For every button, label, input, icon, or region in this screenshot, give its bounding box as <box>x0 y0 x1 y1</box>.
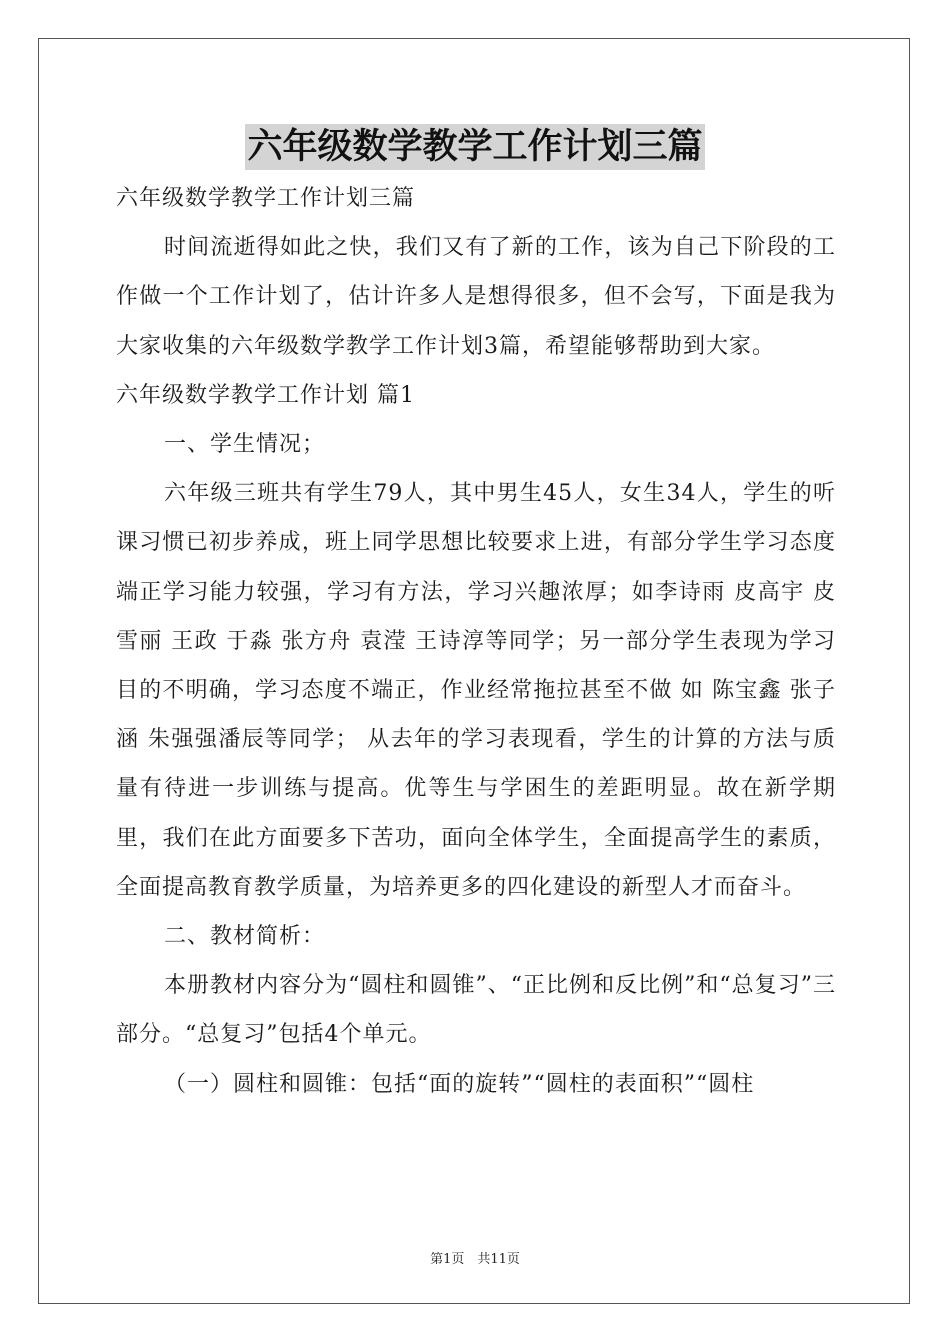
heading-textbook-analysis: 二、教材简析： <box>164 924 326 950</box>
section-heading-plan-1: 六年级数学教学工作计划 篇1 <box>116 382 415 408</box>
document-title: 六年级数学教学工作计划三篇 <box>245 124 704 170</box>
subtitle-line: 六年级数学教学工作计划三篇 <box>116 186 416 211</box>
heading-student-situation: 一、学生情况； <box>164 432 326 458</box>
page-footer: 第1页 共11页 <box>430 1252 520 1267</box>
document-body <box>116 174 836 1109</box>
textbook-analysis-paragraph: 本册教材内容分为“圆柱和圆锥”、“正比例和反比例”和“总复习”三部分。“总复习”包括4个单元。 <box>116 973 836 1048</box>
student-situation-paragraph: 六年级三班共有学生79人，其中男生45人，女生34人，学生的听课习惯已初步养成，班上同学思想比较要求上进，有部分学生学习态度端正学习能力较强，学习有方法，学习兴趣浓厚；如李诗雨 皮高宇 皮雪丽 王政 于淼 张方舟 袁滢 王诗淳等同学；另一部分学生表现为学习目的不明确，学习态度不端正，作业经常拖拉甚至不做 如 陈宝鑫 张子涵 朱强强潘辰等同学； 从去年的学习表现看，学生的计算的方法与质量有待进一步训练与提高。优等生与学困生的差距明显。故在新学期里，我们在此方面要多下苦功，面向全体学生，全面提高学生的素质，全面提高教育教学质量，为培养更多的四化建设的新型人才而奋斗。 <box>116 481 836 900</box>
title-area <box>0 124 950 170</box>
cylinder-cone-paragraph: （一）圆柱和圆锥：包括“面的旋转”“圆柱的表面积”“圆柱 <box>164 1071 755 1097</box>
intro-paragraph: 时间流逝得如此之快，我们又有了新的工作，该为自己下阶段的工作做一个工作计划了，估计许多人是想得很多，但不会写，下面是我为大家收集的六年级数学教学工作计划3篇，希望能够帮助到大家。 <box>116 235 836 359</box>
